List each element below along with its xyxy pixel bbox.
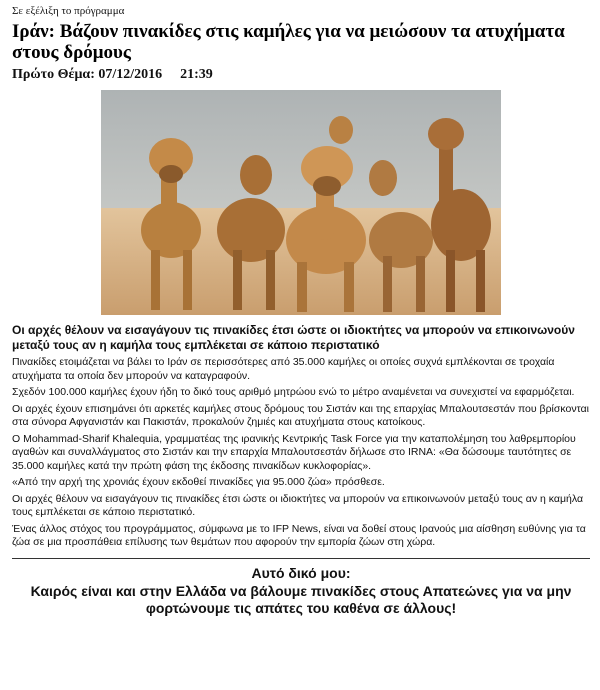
lead-paragraph: Οι αρχές θέλουν να εισαγάγουν τις πινακίδες έτσι ώστε οι ιδιοκτήτες να μπορούν να επικοινωνούν μεταξύ τους αν η καμήλα τους εμπλέκεται σε κάποιο περιστατικό: [12, 323, 575, 352]
body-paragraph: Οι αρχές έχουν επισημάνει ότι αρκετές καμήλες στους δρόμους του Σιστάν και της επαρχίας Μπαλουτσεστάν που βρίσκονται στα σύνορα Αφγανιστάν και Πακιστάν, προκαλούν ζημιές και ατυχήματα στους κατοίκους.: [12, 402, 589, 428]
opinion-title: Αυτό δικό μου:: [251, 564, 351, 581]
headline: Ιράν: Βάζουν πινακίδες στις καμήλες για να μειώσουν τα ατυχήματα στους δρόμους: [12, 21, 565, 63]
body-paragraph: Οι αρχές θέλουν να εισαγάγουν τις πινακίδες έτσι ώστε οι ιδιοκτήτες να μπορούν να επικοινωνούν μεταξύ τους αν η καμήλα τους εμπλέκεται σε κάποιο περιστατικό.: [12, 492, 584, 518]
body-paragraph: Ένας άλλος στόχος του προγράμματος, σύμφωνα με το IFP News, είναι να δοθεί στους Ιρανούς μια αίσθηση ευθύνης για τα ζώα σε μια προσπάθεια επίλυσης των θεμάτων που αφορούν την εμπορία ζώων στη χώρα.: [12, 522, 586, 548]
body-paragraph: «Από την αρχή της χρονιάς έχουν εκδοθεί πινακίδες για 95.000 ζώα» πρόσθεσε.: [12, 476, 385, 488]
body-paragraph: Πινακίδες ετοιμάζεται να βάλει το Ιράν σε περισσότερες από 35.000 καμήλες οι οποίες συχνά εμπλέκονται σε τροχαία ατυχήματα τα οποία δεν μπορούν να καταγραφούν.: [12, 356, 555, 382]
byline-source: Πρώτο Θέμα: 07/12/2016: [12, 67, 163, 82]
body-paragraph: Ο Mohammad-Sharif Khalequia, γραμματέας της ιρανικής Κεντρικής Task Force για την καταπολέμηση του λαθρεμπορίου αγαθών και συναλλάγματος στο Σιστάν και την επαρχία Μπαλουτσεστάν δήλωσε στο IRNA: «Θα δώσουμε ταυτότητες σε 35.000 καμήλες κατά την πρώτη φάση της έκδοσης πινακίδων κυκλοφορίας».: [12, 432, 576, 472]
body-paragraph: Σχεδόν 100.000 καμήλες έχουν ήδη το δικό τους αριθμό μητρώου ενώ το μέτρο αναμένεται να συνεχιστεί να εφαρμόζεται.: [12, 386, 575, 398]
camels-photo: [101, 90, 501, 315]
divider: [12, 558, 590, 559]
article: [12, 4, 590, 617]
byline-time: 21:39: [180, 67, 213, 82]
status-line: Σε εξέλιξη το πρόγραμμα: [12, 5, 125, 17]
byline: [12, 66, 590, 84]
opinion-text: Καιρός είναι και στην Ελλάδα να βάλουμε πινακίδες στους Απατεώνες για να μην φορτώνουμε τις απάτες του καθένα σε άλλους!: [30, 582, 572, 616]
